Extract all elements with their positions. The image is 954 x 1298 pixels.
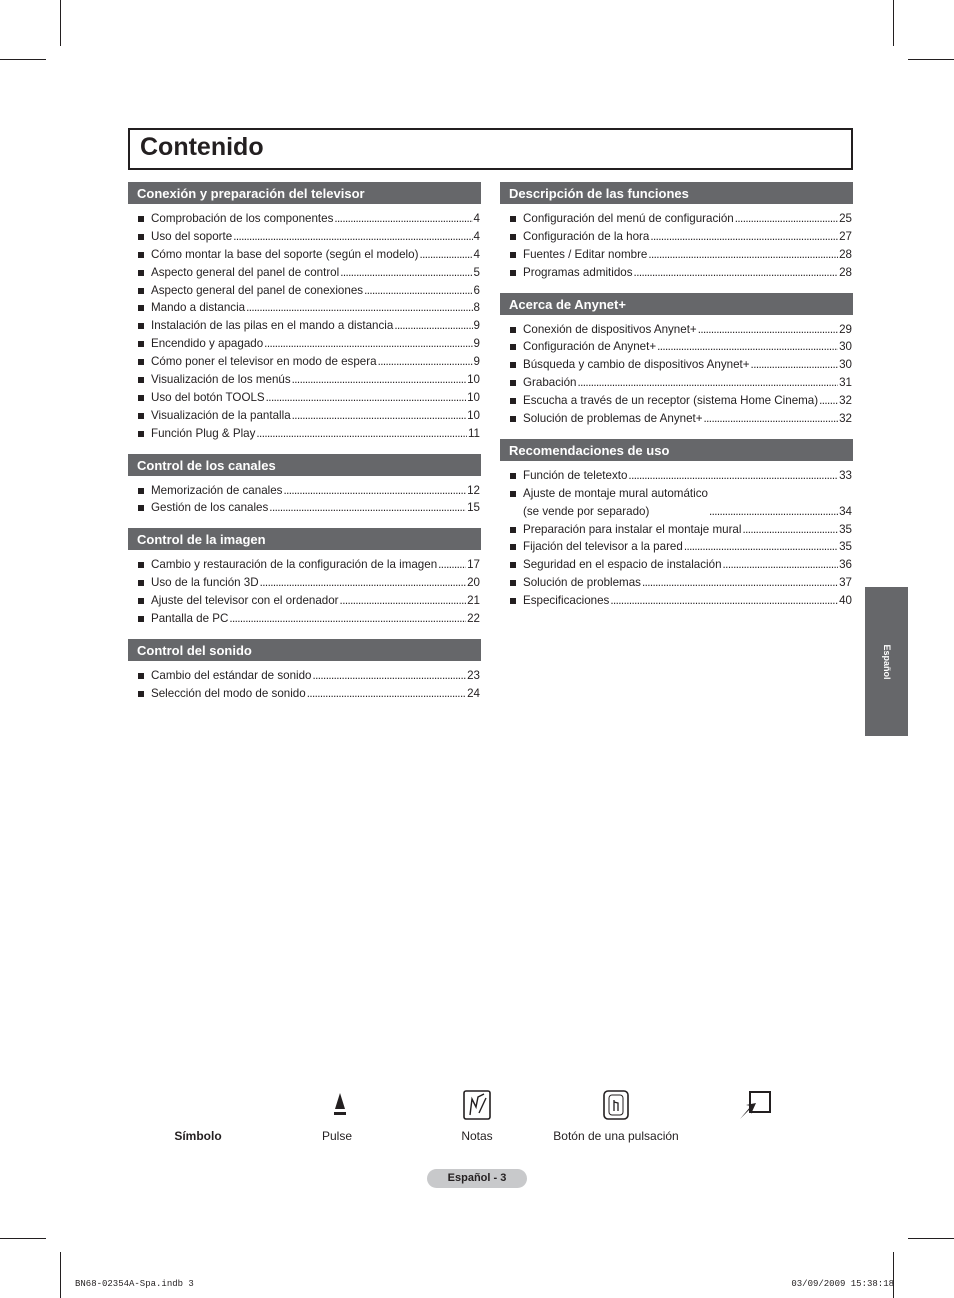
bullet-icon	[510, 491, 516, 497]
toc-entry[interactable]	[500, 538, 853, 556]
dot-leader	[698, 321, 838, 339]
toc-entry-title: Fijación del televisor a la pared	[523, 540, 683, 554]
toc-entry[interactable]	[128, 389, 481, 407]
section-heading: Control del sonido	[128, 639, 481, 661]
toc-entry[interactable]	[128, 335, 481, 353]
toc-section	[128, 182, 481, 454]
toc-entry-title: Solución de problemas	[523, 576, 641, 590]
side-tab-label: Español	[881, 643, 892, 680]
symbol-legend-heading: Símbolo	[174, 1129, 222, 1143]
toc-entry[interactable]	[128, 592, 481, 610]
bullet-icon	[138, 323, 144, 329]
dot-leader	[394, 317, 472, 335]
toc-entry-page: 22	[467, 612, 480, 626]
bullet-icon	[138, 216, 144, 222]
bullet-icon	[138, 673, 144, 679]
toc-entry-page: 8	[473, 301, 480, 315]
toc-entry[interactable]	[128, 685, 481, 703]
section-spacer	[500, 282, 853, 293]
section-spacer	[500, 610, 853, 621]
toc-entry[interactable]	[500, 338, 853, 356]
toc-entry-title: Cómo montar la base del soporte (según el modelo)	[151, 247, 419, 261]
toc-entry-page: 10	[467, 408, 480, 422]
bullet-icon	[138, 413, 144, 419]
toc-entry-title: Pantalla de PC	[151, 612, 229, 626]
dot-leader	[340, 264, 472, 282]
bullet-icon	[510, 562, 516, 568]
toc-entry[interactable]	[128, 610, 481, 628]
toc-entry-page: 12	[467, 483, 480, 497]
toc-entry-title: Preparación para instalar el montaje mural	[523, 522, 742, 536]
toc-entry-page: 35	[839, 522, 852, 536]
toc-entry-title: Solución de problemas de Anynet+	[523, 412, 703, 425]
toc-entry-page: 23	[467, 668, 480, 682]
crop-mark	[908, 1238, 954, 1239]
toc-entry-title: Especificaciones	[523, 594, 610, 608]
toc-entry-title: Comprobación de los componentes	[151, 211, 334, 225]
section-spacer	[128, 703, 481, 714]
toc-entry-page: 4	[473, 229, 480, 243]
toc-entry-page: 11	[467, 426, 480, 440]
toc-entry[interactable]	[128, 425, 481, 443]
one-touch-icon	[602, 1089, 630, 1121]
dot-leader	[283, 482, 466, 500]
toc-entry[interactable]	[500, 374, 853, 392]
toc-entry-page: 35	[839, 540, 852, 554]
dot-leader	[650, 228, 838, 246]
section-spacer	[500, 428, 853, 439]
dot-leader	[292, 407, 466, 425]
toc-entry-title: Configuración del menú de configuración	[523, 211, 734, 225]
toc-entry-title: Fuentes / Editar nombre	[523, 247, 648, 261]
toc-entry-page: 6	[473, 283, 480, 297]
dot-leader	[742, 521, 838, 539]
toc-entry[interactable]	[500, 574, 853, 592]
toc-entry-page: 33	[839, 468, 852, 482]
toc-entry[interactable]	[128, 228, 481, 246]
toc-entry-title: Uso de la función 3D	[151, 576, 259, 590]
toc-entry-page: 17	[467, 558, 480, 572]
dot-leader	[260, 574, 466, 592]
dot-leader	[628, 467, 838, 485]
toc-entry-title: Cómo poner el televisor en modo de espera	[151, 355, 377, 369]
toc-entry[interactable]	[500, 556, 853, 574]
toc-entry[interactable]	[128, 482, 481, 500]
toc-entry-page: 36	[839, 558, 852, 572]
dot-leader	[233, 228, 472, 246]
toc-entry-page: 15	[467, 501, 480, 515]
bullet-icon	[510, 527, 516, 533]
bullet-icon	[138, 288, 144, 294]
bullet-icon	[138, 341, 144, 347]
toc-right-column	[500, 182, 853, 621]
toc-entry[interactable]	[500, 592, 853, 610]
toc-entry[interactable]	[128, 574, 481, 592]
toc-entry-page: 10	[467, 390, 480, 404]
toc-section	[500, 439, 853, 621]
toc-entry-page: 4	[473, 211, 480, 225]
bullet-icon	[510, 473, 516, 479]
toc-entry-page: 9	[473, 355, 480, 369]
toc-entry-page: 29	[839, 322, 852, 336]
dot-leader	[269, 499, 466, 517]
toc-entry[interactable]	[500, 210, 853, 228]
dot-leader	[684, 538, 838, 556]
page-title: Contenido	[140, 133, 264, 161]
dot-leader	[642, 574, 838, 592]
toc-entry-page: 40	[839, 594, 852, 608]
crop-mark	[893, 0, 894, 46]
toc-entry-title: Uso del botón TOOLS	[151, 390, 265, 404]
crop-mark	[0, 1238, 46, 1239]
bullet-icon	[138, 562, 144, 568]
section-heading: Control de los canales	[128, 454, 481, 476]
toc-section	[128, 639, 481, 714]
toc-entry-page: 21	[467, 594, 480, 608]
section-spacer	[128, 517, 481, 528]
toc-entry-title: Ajuste de montaje mural automático (se vende por separado)	[523, 486, 708, 518]
toc-entry-title: Uso del soporte	[151, 229, 233, 243]
toc-entry-title: Ajuste del televisor con el ordenador	[151, 594, 339, 608]
toc-left-column	[128, 182, 481, 714]
toc-entry-title: Escucha a través de un receptor (sistema Home Cinema)	[523, 394, 819, 408]
dot-leader	[657, 338, 838, 356]
footer-file-info: BN68-02354A-Spa.indb 3	[75, 1279, 194, 1289]
language-side-tab	[865, 587, 908, 736]
toc-entry-title: Cambio del estándar de sonido	[151, 668, 312, 682]
crop-mark	[60, 1252, 61, 1298]
bullet-icon	[138, 359, 144, 365]
toc-entry-page: 30	[839, 340, 852, 354]
section-heading: Conexión y preparación del televisor	[128, 182, 481, 204]
crop-mark	[893, 1252, 894, 1298]
toc-entry[interactable]	[128, 371, 481, 389]
dot-leader	[610, 592, 838, 610]
section-heading: Descripción de las funciones	[500, 182, 853, 204]
toc-entry-page: 28	[839, 265, 852, 279]
dot-leader	[307, 685, 466, 703]
toc-entry-title: Aspecto general del panel de control	[151, 265, 340, 279]
dot-leader	[751, 356, 839, 374]
toc-entry[interactable]	[128, 353, 481, 371]
toc-entry-page: 5	[473, 265, 480, 279]
symbol-label-boton-pulsacion: Botón de una pulsación	[553, 1129, 679, 1143]
title-box	[128, 128, 853, 170]
toc-entry-title: Búsqueda y cambio de dispositivos Anynet+	[523, 358, 750, 372]
toc-entry-page: 4	[473, 247, 480, 261]
toc-entry-title: Función de teletexto	[523, 468, 628, 482]
toc-entry-page: 25	[839, 211, 852, 225]
dot-leader	[264, 335, 472, 353]
toc-entry[interactable]	[500, 246, 853, 264]
toc-entry-title: Mando a distancia	[151, 301, 246, 315]
bullet-icon	[138, 488, 144, 494]
dot-leader	[419, 246, 472, 264]
dot-leader	[578, 374, 839, 392]
bullet-icon	[510, 252, 516, 258]
toc-entry[interactable]	[500, 467, 853, 485]
bullet-icon	[510, 270, 516, 276]
symbol-label-pulse: Pulse	[321, 1129, 353, 1143]
toc-entry-page: 32	[839, 412, 852, 425]
dot-leader	[704, 410, 839, 428]
toc-entry-title: Visualización de la pantalla	[151, 408, 291, 422]
toc-entry-page: 9	[473, 337, 480, 351]
dot-leader	[735, 210, 838, 228]
toc-entry-title: Configuración de la hora	[523, 229, 650, 243]
toc-entry[interactable]	[128, 282, 481, 300]
toc-entry-page: 30	[839, 358, 852, 372]
bullet-icon	[138, 270, 144, 276]
toc-entry-title: Cambio y restauración de la configuración de la imagen	[151, 558, 438, 572]
dot-leader	[378, 353, 473, 371]
toc-entry[interactable]	[128, 407, 481, 425]
toc-section	[128, 528, 481, 639]
dot-leader	[246, 299, 472, 317]
section-heading: Recomendaciones de uso	[500, 439, 853, 461]
dot-leader	[723, 556, 839, 574]
dot-leader	[819, 392, 838, 410]
toc-section	[500, 293, 853, 439]
toc-entry-title: Selección del modo de sonido	[151, 686, 306, 700]
bullet-icon	[510, 598, 516, 604]
toc-entry-page: 34	[839, 504, 852, 518]
bullet-icon	[138, 598, 144, 604]
toc-entry[interactable]	[500, 264, 853, 282]
dot-leader	[438, 556, 466, 574]
toc-entry-title: Función Plug & Play	[151, 426, 256, 440]
bullet-icon	[510, 544, 516, 550]
tool-icon	[738, 1089, 774, 1121]
dot-leader	[709, 503, 838, 521]
toc-entry[interactable]	[128, 317, 481, 335]
toc-entry-page: 9	[473, 319, 480, 333]
dot-leader	[364, 282, 472, 300]
toc-entry[interactable]	[128, 556, 481, 574]
toc-entry-title: Configuración de Anynet+	[523, 340, 657, 354]
bullet-icon	[138, 377, 144, 383]
section-spacer	[128, 443, 481, 454]
dot-leader	[634, 264, 839, 282]
toc-entry-title: Seguridad en el espacio de instalación	[523, 558, 722, 572]
crop-mark	[60, 0, 61, 46]
toc-entry[interactable]	[500, 485, 853, 521]
toc-entry-page: 37	[839, 576, 852, 590]
dot-leader	[340, 592, 467, 610]
bullet-icon	[138, 616, 144, 622]
dot-leader	[312, 667, 466, 685]
toc-entry[interactable]	[500, 521, 853, 539]
toc-entry-page: 27	[839, 229, 852, 243]
crop-mark	[0, 59, 46, 60]
toc-entry[interactable]	[128, 667, 481, 685]
toc-entry[interactable]	[128, 210, 481, 228]
dot-leader	[292, 371, 466, 389]
toc-entry-title: Aspecto general del panel de conexiones	[151, 283, 364, 297]
section-spacer	[128, 628, 481, 639]
toc-entry[interactable]	[128, 264, 481, 282]
toc-entry-page: 24	[467, 686, 480, 700]
dot-leader	[266, 389, 466, 407]
crop-mark	[908, 59, 954, 60]
toc-entry-page: 31	[839, 376, 852, 390]
bullet-icon	[138, 505, 144, 511]
toc-entry[interactable]	[500, 410, 853, 428]
toc-entry-page: 28	[839, 247, 852, 261]
bullet-icon	[510, 327, 516, 333]
bullet-icon	[510, 380, 516, 386]
notes-icon	[462, 1089, 492, 1121]
toc-entry-title: Conexión de dispositivos Anynet+	[523, 322, 697, 336]
dot-leader	[648, 246, 838, 264]
bullet-icon	[510, 362, 516, 368]
toc-section	[500, 182, 853, 293]
toc-entry[interactable]	[128, 299, 481, 317]
toc-entry-title: Grabación	[523, 376, 577, 390]
toc-entry[interactable]	[500, 228, 853, 246]
toc-entry[interactable]	[500, 356, 853, 374]
bullet-icon	[138, 252, 144, 258]
toc-entry[interactable]	[500, 392, 853, 410]
bullet-icon	[138, 234, 144, 240]
press-icon	[330, 1089, 350, 1119]
section-heading: Acerca de Anynet+	[500, 293, 853, 315]
toc-entry-page: 20	[467, 576, 480, 590]
bullet-icon	[510, 580, 516, 586]
toc-entry-page: 10	[467, 373, 480, 386]
bullet-icon	[138, 431, 144, 437]
footer-timestamp: 03/09/2009 15:38:18	[791, 1279, 894, 1289]
bullet-icon	[138, 395, 144, 401]
toc-entry-title: Encendido y apagado	[151, 337, 264, 351]
bullet-icon	[510, 398, 516, 404]
dot-leader	[229, 610, 466, 628]
toc-entry[interactable]	[128, 246, 481, 264]
bullet-icon	[510, 216, 516, 222]
toc-section	[128, 454, 481, 529]
bullet-icon	[138, 305, 144, 311]
toc-entry-title: Instalación de las pilas en el mando a distancia	[151, 319, 394, 333]
bullet-icon	[510, 234, 516, 240]
toc-entry[interactable]	[500, 321, 853, 339]
symbol-label-notas: Notas	[461, 1129, 493, 1143]
page-number-badge: Español - 3	[427, 1169, 527, 1188]
toc-entry-title: Visualización de los menús	[151, 373, 291, 386]
toc-entry-title: Programas admitidos	[523, 265, 633, 279]
section-heading: Control de la imagen	[128, 528, 481, 550]
bullet-icon	[510, 416, 516, 422]
toc-entry-title: Gestión de los canales	[151, 501, 269, 515]
bullet-icon	[510, 344, 516, 350]
toc-entry[interactable]	[128, 499, 481, 517]
dot-leader	[334, 210, 472, 228]
toc-entry-page: 32	[839, 394, 852, 408]
toc-entry-title: Memorización de canales	[151, 483, 283, 497]
bullet-icon	[138, 580, 144, 586]
dot-leader	[256, 425, 467, 443]
bullet-icon	[138, 691, 144, 697]
